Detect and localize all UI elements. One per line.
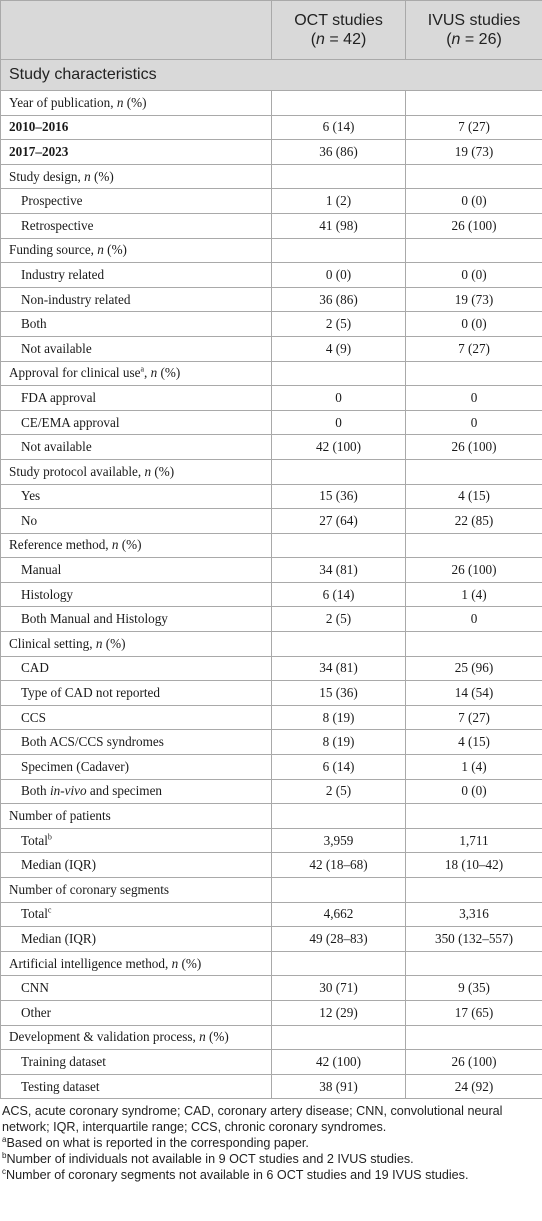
empty-cell — [272, 1025, 406, 1050]
row-label-cont: and specimen — [86, 783, 163, 799]
row-label: Year of publication, — [9, 94, 117, 110]
row-label-cell — [1, 681, 272, 706]
row-label: CCS — [21, 709, 46, 725]
row-label-cell — [1, 435, 272, 460]
oct-value-cell: 0 — [272, 410, 406, 435]
footnote-b-text: Number of individuals not available in 9 OCT studies and 2 IVUS studies. — [6, 1152, 414, 1167]
ivus-value-cell: 0 — [406, 607, 542, 632]
oct-value-cell: 34 (81) — [272, 558, 406, 583]
table-row — [1, 1074, 542, 1099]
empty-cell — [406, 164, 542, 189]
row-label-cell — [1, 1025, 272, 1050]
footnote-b-mark: b — [2, 1151, 7, 1161]
ivus-value-cell: 18 (10–42) — [406, 853, 542, 878]
oct-value-cell: 41 (98) — [272, 213, 406, 238]
table-row — [1, 435, 542, 460]
ivus-value-cell: 1 (4) — [406, 755, 542, 780]
row-label-cell — [1, 902, 272, 927]
row-label-n: n — [150, 365, 158, 381]
ivus-value-cell: 7 (27) — [406, 705, 542, 730]
header-blank-cell — [1, 1, 272, 60]
table-row — [1, 976, 542, 1001]
table-row — [1, 927, 542, 952]
table-row — [1, 730, 542, 755]
ivus-value-cell: 22 (85) — [406, 509, 542, 534]
table-row — [1, 287, 542, 312]
ivus-value-cell: 1 (4) — [406, 582, 542, 607]
row-label-cell — [1, 287, 272, 312]
row-label-n: n — [199, 1029, 206, 1045]
table-row — [1, 410, 542, 435]
group-header-row — [1, 951, 542, 976]
row-label: CNN — [21, 980, 49, 996]
empty-cell — [406, 951, 542, 976]
table-row — [1, 312, 542, 337]
oct-value-cell: 4 (9) — [272, 336, 406, 361]
header-oct-title: OCT studies — [294, 12, 383, 29]
empty-cell — [406, 361, 542, 386]
oct-value-cell: 8 (19) — [272, 730, 406, 755]
footnote-a — [2, 1135, 540, 1151]
ivus-value-cell: 0 — [406, 410, 542, 435]
empty-cell — [272, 804, 406, 829]
footnote-a-mark: a — [2, 1135, 7, 1145]
ivus-value-cell: 4 (15) — [406, 484, 542, 509]
group-header-row — [1, 91, 542, 116]
header-ivus-title: IVUS studies — [427, 12, 521, 29]
table-row — [1, 779, 542, 804]
oct-value-cell: 42 (100) — [272, 435, 406, 460]
ivus-value-cell: 0 (0) — [406, 312, 542, 337]
footnote-c — [2, 1167, 540, 1183]
table-row — [1, 189, 542, 214]
footnote-mark: c — [47, 906, 52, 915]
row-label: Specimen (Cadaver) — [21, 758, 130, 774]
section-title: Study characteristics — [1, 60, 542, 91]
row-label-cell — [1, 115, 272, 140]
ivus-value-cell: 17 (65) — [406, 1000, 542, 1025]
row-label: Artificial intelligence method, — [9, 955, 172, 971]
row-label-cell — [1, 779, 272, 804]
row-label-n: n — [116, 94, 124, 110]
table-row — [1, 755, 542, 780]
row-label-suffix: (%) — [118, 537, 142, 553]
row-label: Approval for clinical use — [9, 365, 141, 381]
ivus-value-cell: 9 (35) — [406, 976, 542, 1001]
table-footnotes — [0, 1099, 542, 1183]
table-row — [1, 140, 542, 165]
footnote-mark: b — [47, 832, 52, 842]
table-row — [1, 336, 542, 361]
row-label-cell — [1, 878, 272, 903]
ivus-value-cell: 19 (73) — [406, 287, 542, 312]
row-label: Not available — [21, 439, 92, 455]
table-row — [1, 558, 542, 583]
ivus-value-cell: 0 — [406, 386, 542, 411]
row-label-cell — [1, 91, 272, 116]
row-label: Histology — [21, 586, 74, 602]
empty-cell — [272, 164, 406, 189]
oct-value-cell: 6 (14) — [272, 582, 406, 607]
empty-cell — [272, 533, 406, 558]
row-label-cell — [1, 140, 272, 165]
empty-cell — [272, 91, 406, 116]
row-label: Study protocol available, — [9, 463, 145, 479]
row-label-cell — [1, 164, 272, 189]
header-oct-count: = 42) — [324, 31, 367, 48]
table-row — [1, 681, 542, 706]
footnote-c-text: Number of coronary segments not available in 6 OCT studies and 19 IVUS studies. — [6, 1168, 469, 1183]
ivus-value-cell: 26 (100) — [406, 213, 542, 238]
ivus-value-cell: 0 (0) — [406, 263, 542, 288]
oct-value-cell: 2 (5) — [272, 312, 406, 337]
row-label: Funding source, — [9, 242, 98, 258]
oct-value-cell: 49 (28–83) — [272, 927, 406, 952]
row-label-cell — [1, 853, 272, 878]
table-row — [1, 484, 542, 509]
row-label-cell — [1, 804, 272, 829]
row-label-cell — [1, 263, 272, 288]
row-label: Non-industry related — [21, 291, 131, 307]
oct-value-cell: 3,959 — [272, 828, 406, 853]
footnote-abbreviations: ACS, acute coronary syndrome; CAD, coronary artery disease; CNN, convolutional neural network; IQR, interquartile range; CCS, chronic coronary syndromes. — [2, 1104, 503, 1135]
row-label-suffix: (%) — [205, 1029, 229, 1045]
row-label: Type of CAD not reported — [21, 685, 160, 701]
ivus-value-cell: 7 (27) — [406, 115, 542, 140]
oct-value-cell: 27 (64) — [272, 509, 406, 534]
group-header-row — [1, 804, 542, 829]
empty-cell — [272, 632, 406, 657]
row-label: Yes — [21, 488, 41, 504]
empty-cell — [272, 361, 406, 386]
row-label-cell — [1, 509, 272, 534]
footnote-b — [2, 1151, 540, 1167]
ivus-value-cell: 350 (132–557) — [406, 927, 542, 952]
empty-cell — [406, 878, 542, 903]
row-label-suffix: (%) — [102, 635, 126, 651]
ivus-value-cell: 24 (92) — [406, 1074, 542, 1099]
row-label-n: n — [144, 463, 152, 479]
row-label-cell — [1, 1000, 272, 1025]
row-label-cell — [1, 755, 272, 780]
ivus-value-cell: 3,316 — [406, 902, 542, 927]
ivus-value-cell: 26 (100) — [406, 435, 542, 460]
row-label-cell — [1, 213, 272, 238]
row-label: Both — [21, 783, 50, 799]
row-label-cell — [1, 558, 272, 583]
row-label-n: n — [95, 635, 103, 651]
group-header-row — [1, 878, 542, 903]
oct-value-cell: 0 (0) — [272, 263, 406, 288]
header-row — [1, 1, 542, 60]
oct-value-cell: 1 (2) — [272, 189, 406, 214]
oct-value-cell: 2 (5) — [272, 607, 406, 632]
row-label-cell — [1, 484, 272, 509]
oct-value-cell: 15 (36) — [272, 681, 406, 706]
row-label: Testing dataset — [21, 1078, 100, 1094]
oct-value-cell: 36 (86) — [272, 287, 406, 312]
footnote-c-mark: c — [2, 1167, 6, 1177]
row-label: Both ACS/CCS syndromes — [21, 734, 164, 750]
table-row — [1, 902, 542, 927]
table-row — [1, 213, 542, 238]
row-label: Total — [21, 832, 48, 848]
table-row — [1, 263, 542, 288]
table-row — [1, 1050, 542, 1075]
row-label: Study design, — [9, 168, 85, 184]
ivus-value-cell: 26 (100) — [406, 1050, 542, 1075]
ivus-value-cell: 14 (54) — [406, 681, 542, 706]
row-label: 2017–2023 — [9, 143, 69, 159]
row-label-cell — [1, 189, 272, 214]
row-label: Both — [21, 316, 47, 332]
empty-cell — [406, 1025, 542, 1050]
table-row — [1, 1000, 542, 1025]
oct-value-cell: 6 (14) — [272, 115, 406, 140]
empty-cell — [272, 238, 406, 263]
row-label-cont: , — [144, 365, 151, 381]
empty-cell — [272, 459, 406, 484]
row-label: 2010–2016 — [9, 119, 69, 135]
row-label: Total — [21, 906, 48, 922]
section-row — [1, 60, 542, 91]
row-label-cell — [1, 312, 272, 337]
group-header-row — [1, 459, 542, 484]
ivus-value-cell: 0 (0) — [406, 189, 542, 214]
row-label-suffix: (%) — [157, 365, 181, 381]
row-label-cell — [1, 632, 272, 657]
row-label: Clinical setting, — [9, 635, 96, 651]
row-label-cell — [1, 361, 272, 386]
row-label: Median (IQR) — [21, 857, 97, 873]
empty-cell — [272, 878, 406, 903]
table-row — [1, 582, 542, 607]
row-label: FDA approval — [21, 389, 97, 405]
row-label-cell — [1, 582, 272, 607]
oct-value-cell: 2 (5) — [272, 779, 406, 804]
row-label-cell — [1, 410, 272, 435]
oct-value-cell: 30 (71) — [272, 976, 406, 1001]
row-label: Number of coronary segments — [9, 881, 170, 897]
oct-value-cell: 8 (19) — [272, 705, 406, 730]
ivus-value-cell: 1,711 — [406, 828, 542, 853]
footnote-mark: a — [140, 364, 145, 374]
row-label: Number of patients — [9, 808, 111, 824]
empty-cell — [406, 632, 542, 657]
row-label-cell — [1, 951, 272, 976]
row-label: Prospective — [21, 193, 83, 209]
empty-cell — [272, 951, 406, 976]
header-oct-studies: OCT studies (n = 42) — [272, 1, 406, 60]
row-label-italic: in-vivo — [49, 783, 87, 799]
ivus-value-cell: 0 (0) — [406, 779, 542, 804]
row-label-cell — [1, 238, 272, 263]
group-header-row — [1, 238, 542, 263]
group-header-row — [1, 361, 542, 386]
table-row — [1, 828, 542, 853]
row-label: Other — [21, 1004, 52, 1020]
oct-value-cell: 38 (91) — [272, 1074, 406, 1099]
row-label-cell — [1, 705, 272, 730]
row-label: Development & validation process, — [9, 1029, 200, 1045]
row-label: Training dataset — [21, 1053, 106, 1069]
row-label-suffix: (%) — [151, 463, 175, 479]
empty-cell — [406, 91, 542, 116]
row-label-cell — [1, 607, 272, 632]
row-label: Both Manual and Histology — [21, 611, 168, 627]
table-row — [1, 705, 542, 730]
ivus-value-cell: 25 (96) — [406, 656, 542, 681]
oct-value-cell: 15 (36) — [272, 484, 406, 509]
oct-value-cell: 0 — [272, 386, 406, 411]
oct-value-cell: 42 (18–68) — [272, 853, 406, 878]
oct-value-cell: 34 (81) — [272, 656, 406, 681]
row-label-cell — [1, 459, 272, 484]
table-row — [1, 607, 542, 632]
header-ivus-studies: IVUS studies (n = 26) — [406, 1, 542, 60]
row-label-n: n — [171, 955, 179, 971]
row-label: Industry related — [21, 266, 105, 282]
empty-cell — [406, 238, 542, 263]
row-label: CE/EMA approval — [21, 414, 120, 430]
row-label-cell — [1, 386, 272, 411]
header-ivus-count: = 26) — [460, 31, 502, 48]
row-label-cell — [1, 1074, 272, 1099]
footnote-a-text: Based on what is reported in the corresponding paper. — [6, 1136, 309, 1151]
row-label-suffix: (%) — [178, 955, 202, 971]
row-label-n: n — [97, 242, 104, 258]
row-label-cell — [1, 336, 272, 361]
oct-value-cell: 42 (100) — [272, 1050, 406, 1075]
row-label-cell — [1, 976, 272, 1001]
header-ivus-n: n — [451, 31, 461, 48]
table-row — [1, 853, 542, 878]
row-label-n: n — [111, 537, 119, 553]
group-header-row — [1, 533, 542, 558]
group-header-row — [1, 164, 542, 189]
empty-cell — [406, 459, 542, 484]
table-row — [1, 656, 542, 681]
table-row — [1, 509, 542, 534]
row-label: No — [21, 512, 38, 528]
group-header-row — [1, 1025, 542, 1050]
row-label: Retrospective — [21, 217, 94, 233]
ivus-value-cell: 19 (73) — [406, 140, 542, 165]
ivus-value-cell: 26 (100) — [406, 558, 542, 583]
row-label-cell — [1, 533, 272, 558]
row-label-cell — [1, 927, 272, 952]
row-label-cell — [1, 730, 272, 755]
empty-cell — [406, 533, 542, 558]
row-label: Manual — [21, 562, 62, 578]
row-label-n: n — [84, 168, 91, 184]
group-header-row — [1, 632, 542, 657]
oct-value-cell: 36 (86) — [272, 140, 406, 165]
ivus-value-cell: 4 (15) — [406, 730, 542, 755]
oct-value-cell: 6 (14) — [272, 755, 406, 780]
empty-cell — [406, 804, 542, 829]
row-label-suffix: (%) — [90, 168, 114, 184]
oct-value-cell: 12 (29) — [272, 1000, 406, 1025]
row-label: Reference method, — [9, 537, 112, 553]
row-label-cell — [1, 656, 272, 681]
table-row — [1, 115, 542, 140]
row-label-suffix: (%) — [123, 94, 147, 110]
oct-value-cell: 4,662 — [272, 902, 406, 927]
row-label-suffix: (%) — [103, 242, 127, 258]
row-label-cell — [1, 828, 272, 853]
row-label-cell — [1, 1050, 272, 1075]
row-label: Median (IQR) — [21, 930, 97, 946]
table-row — [1, 386, 542, 411]
row-label: Not available — [21, 340, 92, 356]
row-label: CAD — [21, 660, 49, 676]
ivus-value-cell: 7 (27) — [406, 336, 542, 361]
header-oct-n: n — [316, 31, 325, 48]
